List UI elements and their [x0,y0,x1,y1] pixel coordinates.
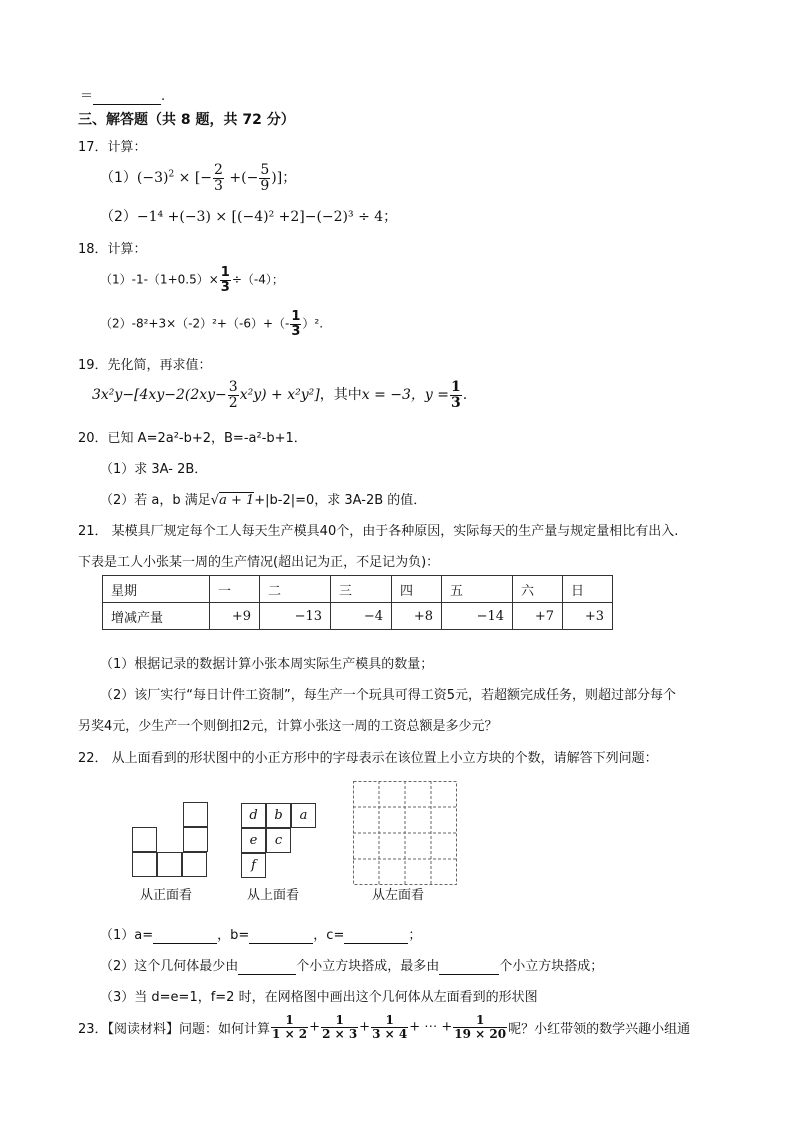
q23-lead: 23．【阅读材料】问题：如何计算 $\frac{1}{1 \times 2}$ + $\frac{1}{2 \times 3}$ + $\frac{1}{3 \times 4}$ + ⋯ + $\frac{1}{19 \times 20}$ 呢？小红带领的数学兴趣小组通 [78,1013,691,1041]
q20-stem: 20．已知 A=2a²-b+2，B=-a²-b+1． [78,431,307,446]
period: . [161,89,166,104]
q17-stem: 17．计算： [78,140,147,155]
fraction: $\frac{1}{19 \times 20}$ [454,1013,507,1041]
q17-p1-expr: $(-3)^2$ × [− $\frac{2}{3}$ +(− $\frac{5}{9}$ )]； [136,162,297,194]
q22-part3: （3）当 d=e=1，f=2 时，在网格图中画出这个几何体从左面看到的形状图 [100,990,538,1005]
table-cell: −4 [331,603,392,630]
q21-part1: （1）根据记录的数据计算小张本周实际生产模具的数量； [100,657,434,672]
table-cell: −14 [442,603,513,630]
q20-part1: （1）求 3A- 2B． [100,462,208,477]
q18-stem: 18．计算： [78,242,147,257]
q19-stem: 19．先化简，再求值： [78,358,212,373]
fraction: $\frac{1}{1 \times 2}$ [272,1013,308,1041]
table-cell: +7 [513,603,563,630]
table-header-row [103,576,613,603]
q21-line2: 下表是工人小张某一周的生产情况(超出记为正，不足记为负)： [78,555,440,570]
q21-line1: 21． 某模具厂规定每个工人每天生产模具40个，由于各种原因，实际每天的生产量与规定量相比有出入. [78,524,679,539]
section-title: 三、解答题（共 8 题，共 72 分） [78,112,295,128]
answer-blank-min[interactable] [238,959,296,975]
fraction: $\frac{3}{2}$ [228,379,238,411]
q19-expression: 3x²y−[4xy−2(2xy− $\frac{3}{2}$ x²y) + x²y²]，其中x = −3，y = $\frac{1}{3}$ . [92,379,468,411]
q17-part1 [100,163,296,193]
front-square [183,827,208,852]
caption-left: 从左面看 [372,888,425,903]
q22-part2: （2）这个几何体最少由 个小立方块搭成，最多由 个小立方块搭成； [100,959,604,974]
fraction: $\frac{1}{2 \times 3}$ [322,1013,358,1041]
fraction: $\frac{1}{3}$ [450,379,461,411]
table-cell: 增减产量 [103,603,210,630]
front-square [182,852,207,877]
caption-front: 从正面看 [140,888,193,903]
table-cell: 二 [260,576,331,603]
fraction: $\frac{1}{3 \times 4}$ [372,1013,408,1041]
q22-stem: 22． 从上面看到的形状图中的小正方形中的字母表示在该位置上小立方块的个数，请解答下列问题： [78,751,658,766]
letter-b: b [274,808,283,823]
answer-blank-b[interactable] [249,928,313,944]
answer-blank [93,89,161,105]
front-square [183,802,208,827]
table-cell: 三 [331,576,392,603]
answer-blank-c[interactable] [344,928,408,944]
q21-part2-line1: （2）该厂实行“每日计件工资制”，每生产一个玩具可得工资5元，若超额完成任务，则超过部分每个 [100,688,677,703]
fraction: $\frac{1}{3}$ [291,309,301,339]
table-cell: 五 [442,576,513,603]
letter-d: d [249,808,258,823]
sqrt-expression: √a + 1 [210,493,255,508]
table-cell: +3 [563,603,613,630]
caption-top: 从上面看 [247,888,300,903]
table-cell: −13 [260,603,331,630]
table-cell: +8 [392,603,442,630]
q17-p1-label: （1） [100,170,137,187]
left-view-grid[interactable] [353,781,457,885]
q17-part2: （2）−1⁴ +(−3) × [(−4)² +2]−(−2)³ ÷ 4； [100,209,398,225]
q18-part2: （2）-8²+3×（-2）²+（-6）+（- $\frac{1}{3}$ ）². [100,309,324,339]
table-cell: +9 [210,603,260,630]
table-row [103,603,613,630]
q21-part2-line2: 另奖4元，少生产一个则倒扣2元，计算小张这一周的工资总额是多少元？ [78,719,498,734]
fraction: $\frac{5}{9}$ [260,162,270,194]
front-square [157,852,182,877]
front-square [132,827,157,852]
equals-sign: ＝ [80,89,94,104]
front-square [132,852,157,877]
answer-blank-a[interactable] [153,928,217,944]
fraction: $\frac{2}{3}$ [214,162,223,194]
table-cell: 一 [210,576,260,603]
q18-part1: （1）-1-（1+0.5）× $\frac{1}{3}$ ÷（-4）； [100,265,284,295]
fraction: $\frac{1}{3}$ [220,265,230,295]
table-cell: 四 [392,576,442,603]
letter-c: c [274,833,283,848]
letter-e: e [249,833,258,848]
table-cell: 日 [563,576,613,603]
q20-part2: （2）若 a，b 满足√a + 1+|b-2|=0，求 3A-2B 的值． [100,493,427,508]
table-cell: 六 [513,576,563,603]
top-answer-line [80,85,165,105]
letter-f: f [251,858,256,873]
letter-a: a [299,808,308,823]
table-cell: 星期 [103,576,210,603]
dashed-grid [353,781,457,885]
production-table [102,575,613,630]
answer-blank-max[interactable] [439,959,499,975]
q22-part1: （1）a= ，b= ，c= ； [100,928,422,943]
